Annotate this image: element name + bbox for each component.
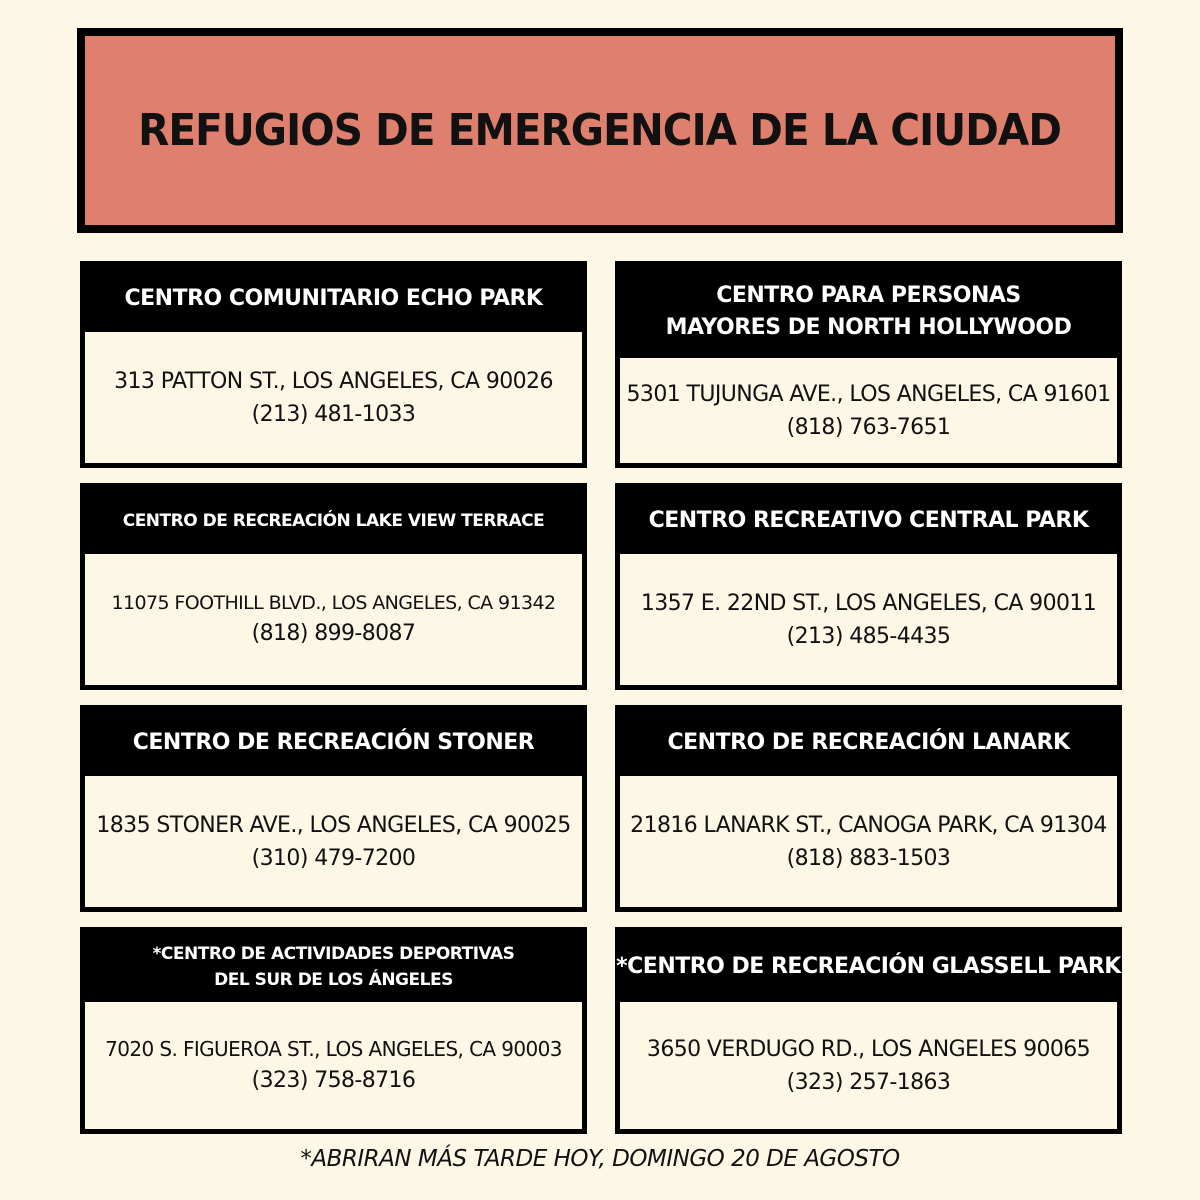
page-title: REFUGIOS DE EMERGENCIA DE LA CIUDAD <box>138 105 1062 156</box>
shelter-details <box>85 776 582 907</box>
shelter-name-line: CENTRO RECREATIVO CENTRAL PARK <box>648 508 1089 534</box>
shelter-details <box>620 776 1117 907</box>
shelter-name-line: *CENTRO DE RECREACIÓN GLASSELL PARK <box>616 954 1121 980</box>
shelter-card-lake-view-terrace <box>80 483 587 690</box>
shelter-details <box>85 1002 582 1129</box>
shelter-card-stoner <box>80 705 587 912</box>
shelter-address: 313 PATTON ST., LOS ANGELES, CA 90026 <box>114 368 553 394</box>
shelter-details <box>620 554 1117 685</box>
shelter-card-south-la-sports <box>80 927 587 1134</box>
shelter-name-line: CENTRO PARA PERSONAS <box>716 283 1021 309</box>
shelter-phone: (818) 883-1503 <box>786 845 951 871</box>
shelter-name-line: DEL SUR DE LOS ÁNGELES <box>214 970 453 990</box>
shelter-details <box>85 554 582 685</box>
shelter-details <box>620 1002 1117 1129</box>
shelter-address: 5301 TUJUNGA AVE., LOS ANGELES, CA 91601 <box>626 381 1111 407</box>
shelter-address: 1357 E. 22ND ST., LOS ANGELES, CA 90011 <box>640 590 1097 616</box>
shelter-phone: (213) 485-4435 <box>786 623 951 649</box>
shelter-details <box>85 332 582 463</box>
shelter-name-line: CENTRO DE RECREACIÓN STONER <box>132 730 535 756</box>
shelter-phone: (323) 758-8716 <box>251 1068 416 1093</box>
shelter-name <box>620 710 1117 776</box>
title-banner <box>77 28 1123 233</box>
shelter-phone: (323) 257-1863 <box>786 1069 951 1095</box>
shelter-name <box>620 488 1117 554</box>
shelter-name-line: CENTRO DE RECREACIÓN LAKE VIEW TERRACE <box>122 510 545 531</box>
shelter-address: 1835 STONER AVE., LOS ANGELES, CA 90025 <box>96 812 571 838</box>
shelter-card-echo-park <box>80 261 587 468</box>
shelter-name <box>620 266 1117 358</box>
shelter-name-line: *CENTRO DE ACTIVIDADES DEPORTIVAS <box>152 943 515 964</box>
shelter-name-line: CENTRO COMUNITARIO ECHO PARK <box>124 286 543 312</box>
shelter-name <box>85 266 582 332</box>
shelter-card-central-park <box>615 483 1122 690</box>
shelter-phone: (818) 763-7651 <box>786 414 951 440</box>
shelter-name <box>616 932 1121 1002</box>
shelter-name-line: CENTRO DE RECREACIÓN LANARK <box>667 730 1070 756</box>
shelter-address: 3650 VERDUGO RD., LOS ANGELES 90065 <box>646 1036 1091 1062</box>
shelter-card-glassell-park <box>615 927 1122 1134</box>
shelter-name-line: MAYORES DE NORTH HOLLYWOOD <box>665 315 1072 340</box>
shelter-card-north-hollywood <box>615 261 1122 468</box>
shelter-address: 7020 S. FIGUEROA ST., LOS ANGELES, CA 90003 <box>105 1037 562 1061</box>
shelter-phone: (213) 481-1033 <box>251 401 416 427</box>
footnote: *ABRIRAN MÁS TARDE HOY, DOMINGO 20 DE AGOSTO <box>300 1146 900 1172</box>
shelter-address: 21816 LANARK ST., CANOGA PARK, CA 91304 <box>630 812 1107 838</box>
shelter-name <box>85 710 582 776</box>
shelter-name <box>85 488 582 554</box>
shelter-details <box>620 358 1117 463</box>
shelter-card-lanark <box>615 705 1122 912</box>
shelter-phone: (818) 899-8087 <box>251 621 416 647</box>
shelter-address: 11075 FOOTHILL BLVD., LOS ANGELES, CA 91342 <box>111 591 556 614</box>
shelter-name <box>85 932 582 1002</box>
shelter-phone: (310) 479-7200 <box>251 845 416 871</box>
